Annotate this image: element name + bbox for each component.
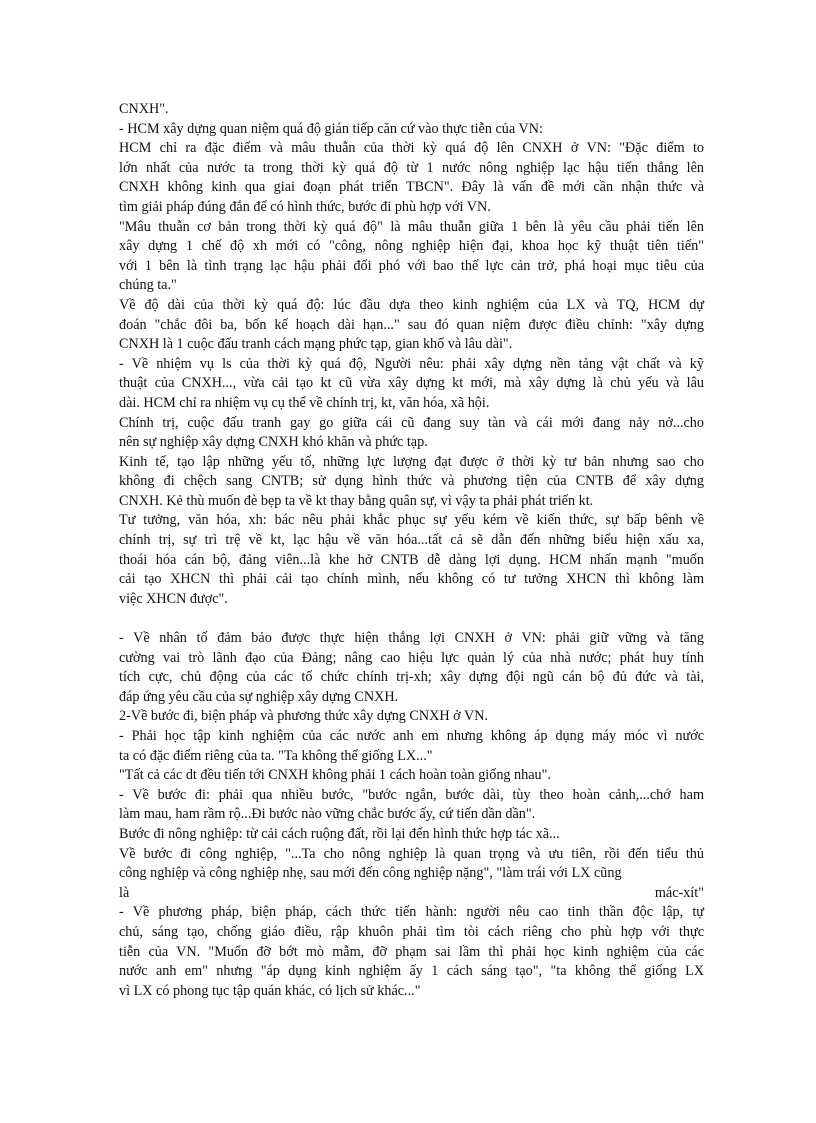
text-line: thoái hóa cán bộ, đảng viên...là khe hở CNTB dễ dàng lợi dụng. HCM nhấn mạnh "muốn	[119, 551, 704, 568]
text-line: 2-Về bước đi, biện pháp và phương thức xây dựng CNXH ở VN.	[119, 708, 489, 725]
text-line: - Về phương pháp, biện pháp, cách thức tiến hành: người nêu cao tinh thần độc lập, tự	[119, 904, 704, 921]
text-line: "Tất cả các dt đều tiến tới CNXH không phải 1 cách hoàn toàn giống nhau".	[119, 767, 551, 784]
text-line: Bước đi nông nghiệp: từ cải cách ruộng đất, rồi lại đến hình thức hợp tác xã...	[119, 825, 560, 842]
text-line: HCM chỉ ra đặc điểm và mâu thuẫn của thời kỳ quá độ lên CNXH ở VN: "Đặc điểm to	[119, 140, 704, 157]
text-line: lớn nhất của nước ta trong thời kỳ quá độ từ 1 nước nông nghiệp lạc hậu tiến thẳng lên	[119, 159, 704, 176]
text-line: nên sự nghiệp xây dựng CNXH khó khăn và phức tạp.	[119, 434, 428, 451]
text-line: tiễn của VN. "Muốn đỡ bớt mò mẫm, đỡ phạm sai lầm thì phải học kinh nghiệm của các	[119, 943, 704, 960]
blank-line	[119, 609, 704, 629]
text-line: xây dựng 1 chế độ xh mới có "công, nông nghiệp hiện đại, khoa học kỹ thuật tiên tiến"	[119, 238, 704, 255]
text-line: tìm giải pháp đúng đắn để có hình thức, bước đi phù hợp với VN.	[119, 198, 491, 215]
text-line: ta có đặc điểm riêng của ta. "Ta không thể giống LX..."	[119, 747, 433, 764]
text-line: Về độ dài của thời kỳ quá độ: lúc đầu dựa theo kinh nghiệm của LX và TQ, HCM dự	[119, 296, 704, 313]
text-line: chúng ta."	[119, 277, 177, 294]
text-line: - Về nhiệm vụ ls của thời kỳ quá độ, Người nêu: phải xây dựng nền tảng vật chất và kỹ	[119, 355, 704, 372]
text-line: công nghiệp và công nghiệp nhẹ, sau mới đến công nghiệp nặng", "làm trái với LX cũng	[119, 865, 622, 882]
text-line: cường vai trò lãnh đạo của Đảng; nâng cao hiệu lực quản lý của nhà nước; phát huy tính	[119, 649, 704, 666]
text-line: CNXH không kinh qua giai đoạn phát triển TBCN". Đây là vấn đề mới cần nhận thức và	[119, 179, 704, 196]
text-line: vì LX có phong tục tập quán khác, có lịch sử khác..."	[119, 982, 421, 999]
text-line: cải tạo XHCN thì phải cải tạo chính mình, nếu không có tư tưởng XHCN thì không làm	[119, 571, 704, 588]
text-line: với 1 bên là tình trạng lạc hậu phải đối phó với bao thế lực cản trở, phá hoại mục tiêu của	[119, 257, 704, 274]
text-line: CNXH".	[119, 101, 169, 117]
text-line: Kinh tế, tạo lập những yếu tố, những lực lượng đạt được ở thời kỳ tư bản nhưng sao cho	[119, 453, 704, 470]
text-line: làm mau, ham rầm rộ...Đi bước nào vững chắc bước ấy, cứ tiến dần dần".	[119, 806, 536, 823]
text-line: - Phải học tập kinh nghiệm của các nước anh em nhưng không áp dụng máy móc vì nước	[119, 728, 704, 744]
text-line: - Về nhân tố đảm bảo được thực hiện thắng lợi CNXH ở VN: phải giữ vững và tăng	[119, 630, 704, 647]
text-line: thuật của CNXH..., vừa cải tạo kt cũ vừa xây dựng kt mới, mà xây dựng là chủ yếu và lâu	[119, 375, 704, 392]
text-line: CNXH. Kẻ thù muốn đè bẹp ta về kt thay bằng quân sự, vì vậy ta phải phát triển kt.	[119, 492, 594, 509]
text-line: chủ, sáng tạo, chống giáo điều, rập khuôn phải tìm tòi cách riêng cho phù hợp với thực	[119, 923, 704, 940]
text-line: Về bước đi công nghiệp, "...Ta cho nông nghiệp là quan trọng và ưu tiên, rồi đến tiểu thủ	[119, 845, 704, 862]
text-line: là mác-xít"	[119, 884, 704, 901]
text-line: nước anh em" nhưng "áp dụng kinh nghiệm ấy 1 cách sáng tạo", "ta không thể giống LX	[119, 963, 704, 980]
document-page	[119, 100, 704, 1001]
text-line: "Mâu thuẫn cơ bản trong thời kỳ quá độ" là mâu thuẫn giữa 1 bên là yêu cầu phải tiến lên	[119, 218, 704, 235]
text-line: việc XHCN được".	[119, 590, 228, 607]
text-line: đáp ứng yêu cầu của sự nghiệp xây dựng CNXH.	[119, 688, 399, 705]
text-line: dài. HCM chỉ ra nhiệm vụ cụ thể về chính trị, kt, văn hóa, xã hội.	[119, 394, 490, 411]
text-line: - HCM xây dựng quan niệm quá độ gián tiếp căn cứ vào thực tiễn của VN:	[119, 120, 543, 137]
text-line: chính trị, sự trì trệ về kt, lạc hậu về văn hóa...tất cả sẽ dẫn đến những biểu hiện xấu xa,	[119, 532, 704, 549]
text-line: đoán "chắc đôi ba, bốn kế hoạch dài hạn..." sau đó quan niệm được điều chỉnh: "xây dựng	[119, 316, 704, 333]
text-line: không đi chệch sang CNTB; sử dụng hình thức và phương tiện của CNTB để xây dựng	[119, 473, 704, 490]
text-line: Chính trị, cuộc đấu tranh gay go giữa cái cũ đang suy tàn và cái mới đang nảy nở...cho	[119, 414, 704, 431]
text-line: Tư tưởng, văn hóa, xh: bác nêu phải khắc phục sự yếu kém về kiến thức, sự bấp bênh về	[119, 512, 704, 529]
text-line: tích cực, chủ động của các tổ chức chính trị-xh; xây dựng đội ngũ cán bộ đủ đức và tài,	[119, 669, 704, 686]
text-line: - Về bước đi: phải qua nhiều bước, "bước ngắn, bước dài, tùy theo hoàn cảnh,...chớ ham	[119, 786, 704, 803]
text-line: CNXH là 1 cuộc đấu tranh cách mạng phức tạp, gian khổ và lâu dài".	[119, 336, 513, 353]
